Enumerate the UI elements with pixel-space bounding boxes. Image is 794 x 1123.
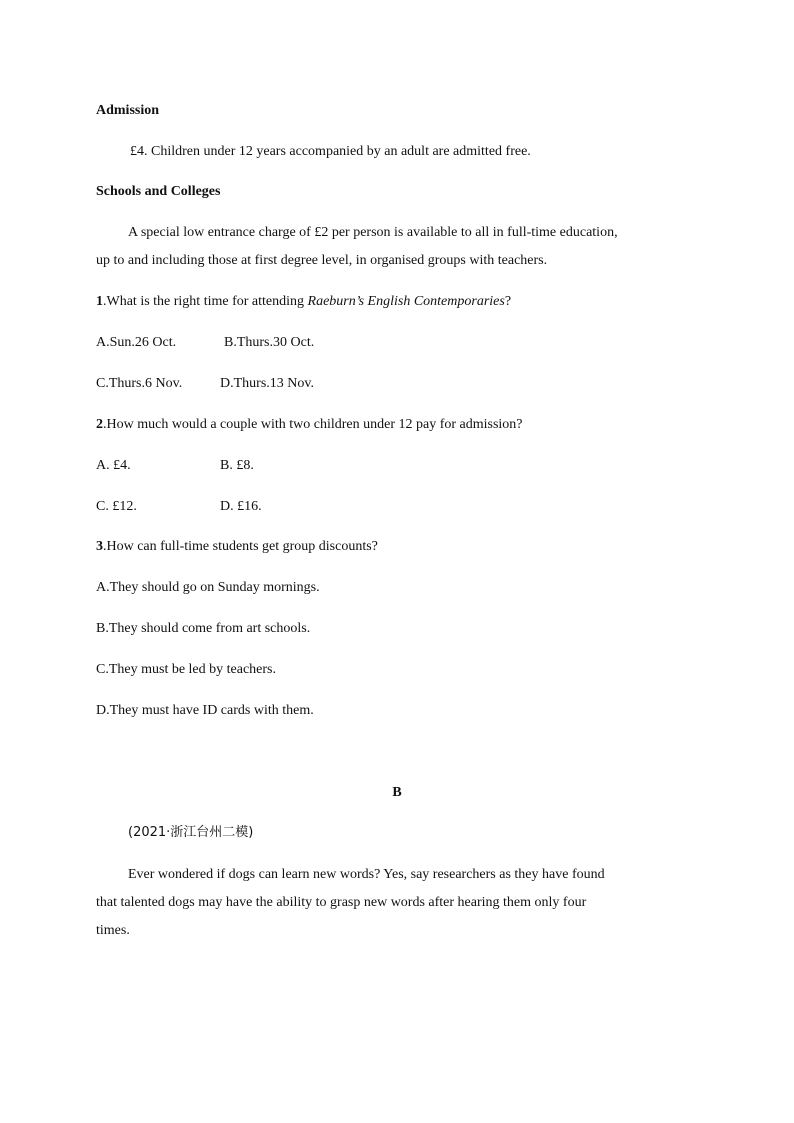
question-2 bbox=[96, 416, 523, 434]
option-3d[interactable]: D.They must have ID cards with them. bbox=[96, 703, 314, 718]
question-text: .How much would a couple with two children under 12 pay for admission? bbox=[103, 417, 523, 432]
question-text: .What is the right time for attending bbox=[103, 294, 308, 309]
option-3b[interactable]: B.They should come from art schools. bbox=[96, 621, 311, 636]
schools-text-line-1: A special low entrance charge of £2 per person is available to all in full-time education, bbox=[128, 225, 618, 240]
option-1d[interactable]: D.Thurs.13 Nov. bbox=[220, 376, 314, 391]
section-b-paragraph-line-2: that talented dogs may have the ability to grasp new words after hearing them only four bbox=[96, 895, 587, 910]
option-1a[interactable]: A.Sun.26 Oct. bbox=[96, 335, 177, 350]
admission-heading: Admission bbox=[96, 103, 160, 118]
section-b-source: (2021·浙江台州二模) bbox=[128, 825, 254, 840]
schools-text-line-2: up to and including those at first degree level, in organised groups with teachers. bbox=[96, 253, 548, 268]
schools-heading: Schools and Colleges bbox=[96, 184, 221, 199]
question-3 bbox=[96, 538, 378, 556]
section-b-label: B bbox=[392, 785, 402, 800]
option-2d[interactable]: D. £16. bbox=[220, 499, 262, 514]
admission-text: £4. Children under 12 years accompanied by an adult are admitted free. bbox=[130, 144, 531, 159]
exhibition-title: Raeburn’s English Contemporaries bbox=[307, 294, 505, 309]
section-b-paragraph-line-1: Ever wondered if dogs can learn new words? Yes, say researchers as they have found bbox=[128, 867, 605, 882]
option-2b[interactable]: B. £8. bbox=[220, 458, 254, 473]
option-1c[interactable]: C.Thurs.6 Nov. bbox=[96, 376, 183, 391]
question-number: 2 bbox=[96, 417, 103, 432]
option-3c[interactable]: C.They must be led by teachers. bbox=[96, 662, 277, 677]
option-3a[interactable]: A.They should go on Sunday mornings. bbox=[96, 580, 320, 595]
option-2a[interactable]: A. £4. bbox=[96, 458, 131, 473]
option-2c[interactable]: C. £12. bbox=[96, 499, 137, 514]
option-1b[interactable]: B.Thurs.30 Oct. bbox=[224, 335, 315, 350]
question-number: 1 bbox=[96, 294, 103, 309]
question-text-end: ? bbox=[504, 294, 512, 309]
question-text: .How can full-time students get group discounts? bbox=[103, 539, 378, 554]
section-b-paragraph-line-3: times. bbox=[96, 923, 130, 938]
question-number: 3 bbox=[96, 539, 103, 554]
question-1 bbox=[96, 293, 511, 311]
